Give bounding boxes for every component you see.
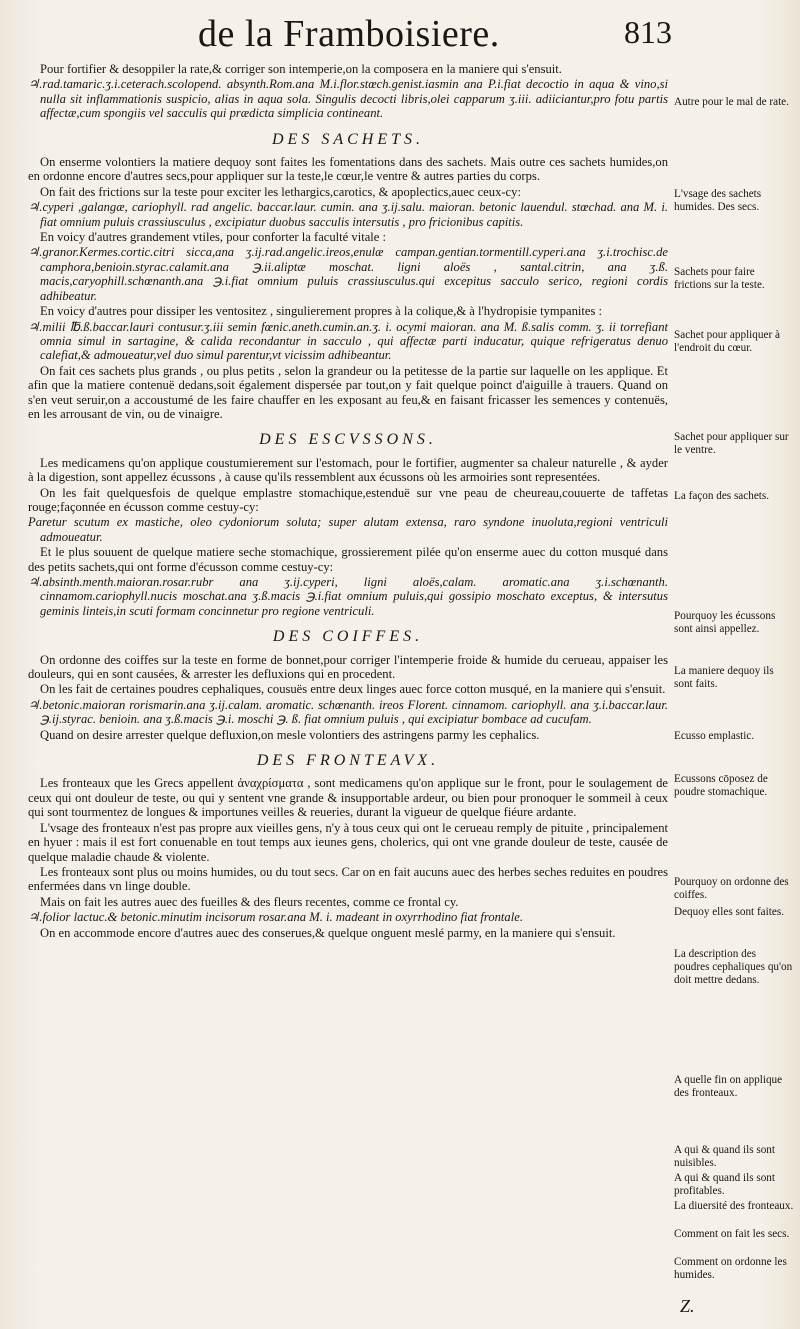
recipe-paragraph: ♃.granor.Kermes.cortic.citri sicca,ana ʒ.ij.rad.angelic.ireos,enulæ campan.gentian.tormentill.cyperi.ana ʒ.i.trochisc.de camphora,benioin.styrac.calamit.ana ℈.ii.aliptæ moschat. ligni aloës , santal.citrin, ana ʒ.ß. macis,caryophill.schœnanth.ana ℈.i.fiat omnium puluis crassiusculus.qui excepitus sacculo serico, regioni cordis adhibeatur. <box>28 245 668 303</box>
section-heading: DES ESCVSSONS. <box>259 431 437 449</box>
margin-note: L'vsage des sachets humides. Des secs. <box>674 188 762 213</box>
section-heading: DES COIFFES. <box>272 628 424 646</box>
section-heading: DES SACHETS. <box>272 130 424 148</box>
text-paragraph: En voicy d'autres pour dissiper les ventositez , singulierement propres à la colique,& à l'hydropisie tympanites : <box>40 304 603 319</box>
text-paragraph: On fait des frictions sur la teste pour exciter les lethargics,carotics, & apoplectics,auec ceux-cy: <box>40 184 521 199</box>
main-text-column <box>28 62 668 941</box>
margin-note: La maniere dequoy ils sont faits. <box>674 665 774 690</box>
recipe-paragraph: ♃.betonic.maioran rorismarin.ana ʒ.ij.calam. aromatic. schœnanth. ireos Florent. cinnamom. cariophyll. ana ʒ.i.baccar.laur. ℈.ij.styrac. benioin. ana ʒ.ß.macis ℈.i. moschi ℈. ß. fiat omnium puluis , qui excipiatur bombace ad cucufam. <box>28 697 668 727</box>
margin-note: A quelle fin on applique des fronteaux. <box>674 1074 783 1099</box>
margin-note: A qui & quand ils sont nuisibles. <box>674 1144 776 1169</box>
text-paragraph: On les fait de certaines poudres cephaliques, cousuës entre deux linges auec force cotton musqué, en la maniere qui s'ensuit. <box>40 682 666 697</box>
margin-note: A qui & quand ils sont profitables. <box>674 1172 776 1197</box>
text-paragraph: Quand on desire arrester quelque defluxion,on mesle volontiers des astringens parmy les cephalics. <box>40 727 540 742</box>
recipe-paragraph: ♃.milii ℔.ß.baccar.lauri contusur.ʒ.iii semin fœnic.aneth.cumin.an.ʒ. i. ocymi maioran. ana M. ß.salis comm. ʒ. ii torrefiant omnia simul in sartagine, & calida recondantur in sacculo , qui affectæ parti inducatur, quique refrigeratus denuo calefiat,& admoueatur,vel duo simul parentur,vt vicissim adhibeantur. <box>28 319 668 363</box>
section-heading: DES FRONTEAVX. <box>256 752 440 770</box>
text-paragraph: Pour fortifier & desoppiler la rate,& corriger son intemperie,on la composera en la maniere qui s'ensuit. <box>40 62 562 76</box>
text-paragraph: L'vsage des fronteaux n'est pas propre aux vieilles gens, n'y à tous ceux qui ont le cerueau remply de pituite , principalement en hyuer : mais il est fort conuenable en tout temps aux ieunes gens, cholerics, qui ont vne grande douleur de teste, causée de quelque maladie chaude & violente. <box>28 820 668 864</box>
text-paragraph: On enserme volontiers la matiere dequoy sont faites les fomentations dans des sachets. Mais outre ces sachets humides,on en ordonne encore d'autres secs,pour appliquer sur la teste,le cœur,le ventre & autres parties du corps. <box>28 155 668 184</box>
text-paragraph: Les medicamens qu'on applique coustumierement sur l'estomach, pour le fortifier, augmenter sa chaleur naturelle , & ayder à la digestion, sont appellez écussons , à cause qu'ils ressemblent aux écussons où les armoiries sont representées. <box>28 455 668 485</box>
text-paragraph: Les fronteaux sont plus ou moins humides, ou du tout secs. Car on en fait aucuns auec des herbes seches reduites en poudres enfermées dans vn linge double. <box>28 864 668 894</box>
margin-note: Pourquoy on ordonne des coiffes. <box>674 876 789 901</box>
margin-note: Autre pour le mal de rate. <box>674 96 789 108</box>
recipe-paragraph: ♃.absinth.menth.maioran.rosar.rubr ana ʒ.ij.cyperi, ligni aloës,calam. aromatic.ana ʒ.i.schœnanth. cinnamom.cariophyll.nucis moschat.ana ʒ.ß.macis ℈.i.fiat omnium puluis,qui gossipio moschato exceptus, & intersutus geminis linteis,in scuti formam concinnetur pro regione ventriculi. <box>28 575 668 618</box>
text-paragraph: On les fait quelquesfois de quelque emplastre stomachique,estenduë sur vne peau de cheureau,couuerte de taffetas rouge;façonnée en écusson comme cestuy-cy: <box>28 485 668 514</box>
text-paragraph: On fait ces sachets plus grands , ou plus petits , selon la grandeur ou la petitesse de la partie sur laquelle on les applique. Et afin que la matiere contenuë dedans,soit également dispersée par tout,on y fait quelque poinct d'aiguille à trauers. Quand on s'en veut seruir,on a accoustumé de les faire chauffer en les exposant au feu,& en faisant fricasser les semences y contenuës, en les arrousant de vin, ou de vinaigre. <box>28 363 668 421</box>
margin-note: La diuersité des fronteaux. <box>674 1200 794 1212</box>
margin-note: Sachet pour appliquer sur le ventre. <box>674 431 789 456</box>
recipe-paragraph: ♃.cyperi ,galangæ, cariophyll. rad angelic. baccar.laur. cumin. ana ʒ.ij.salu. maioran. betonic lauendul. stœchad. ana M. i. fiat omnium puluis crassiusculus , excipiatur duobus sacculis intersutis , pro fricionibus capitis. <box>28 200 668 229</box>
margin-note: La description des poudres cephaliques qu'on doit mettre dedans. <box>674 948 793 986</box>
margin-note: Comment on ordonne les humides. <box>674 1256 787 1281</box>
text-paragraph: Les fronteaux que les Grecs appellent ἀναχρίσματα , sont medicamens qu'on applique sur le front, pour le soulagement de ceux qui ont douleur de teste, ou qui y sentent vne grande & insupportable ardeur, ou bien pour pronoquer le sommeil à ceux qui sont tourmentez de longues & importunes veilles & reueries, durant la vigueur de quelque fiéure ardante. <box>28 776 668 820</box>
page-number: 813 <box>624 14 672 50</box>
margin-note: Sachet pour appliquer à l'endroit du cœur. <box>674 329 780 354</box>
margin-note: Ecussons cōposez de poudre stomachique. <box>674 773 768 798</box>
signature-mark: Z. <box>680 1296 695 1316</box>
text-paragraph: Et le plus souuent de quelque matiere seche stomachique, grossierement pilée qu'on enserme auec du cotton musqué dans des petits sachets,qui ont forme d'écusson comme cestuy-cy: <box>28 545 668 574</box>
margin-note: La façon des sachets. <box>674 490 770 502</box>
margin-note: Comment on fait les secs. <box>674 1228 790 1240</box>
margin-note: Ecusso emplastic. <box>674 730 755 742</box>
text-paragraph: En voicy d'autres grandement vtiles, pour conforter la faculté vitale : <box>40 230 387 245</box>
margin-note: Pourquoy les écussons sont ainsi appellez. <box>674 610 776 635</box>
margin-notes-column <box>674 0 796 1329</box>
text-paragraph: Mais on fait les autres auec des fueilles & des fleurs recentes, comme ce frontal cy. <box>40 894 459 909</box>
margin-note: Dequoy elles sont faites. <box>674 906 784 918</box>
recipe-paragraph: ♃.rad.tamaric.ʒ.i.ceterach.scolopend. absynth.Rom.ana M.i.flor.stœch.genist.iasmin ana P.i.fiat decoctio in aqua & vino,si nulla sit inflammationis suspicio, alias in aqua sola. Singulis decocti libris,olei capparum ʒ.iii. adiiciantur,pro fotu partis affectæ,cum spongiis vel sacculis qui prædicta simplicia contineant. <box>28 77 668 121</box>
recipe-paragraph: Paretur scutum ex mastiche, oleo cydoniorum soluta; super alutam extensa, raro syndone inuoluta,regioni ventriculi admoueatur. <box>28 515 668 544</box>
margin-note: Sachets pour faire frictions sur la teste. <box>674 266 765 291</box>
recipe-paragraph: ♃.folior lactuc.& betonic.minutim incisorum rosar.ana M. i. madeant in oxyrrhodino fiat frontale. <box>28 910 523 925</box>
text-paragraph: On en accommode encore d'autres auec des conserues,& quelque onguent meslé parmy, en la maniere qui s'ensuit. <box>40 925 616 940</box>
running-title: de la Framboisiere. <box>198 13 500 55</box>
text-paragraph: On ordonne des coiffes sur la teste en forme de bonnet,pour corriger l'intemperie froide & humide du cerueau, appaiser les douleurs, qui en sont causées, & arrester les defluxions qui en procedent. <box>28 652 668 682</box>
